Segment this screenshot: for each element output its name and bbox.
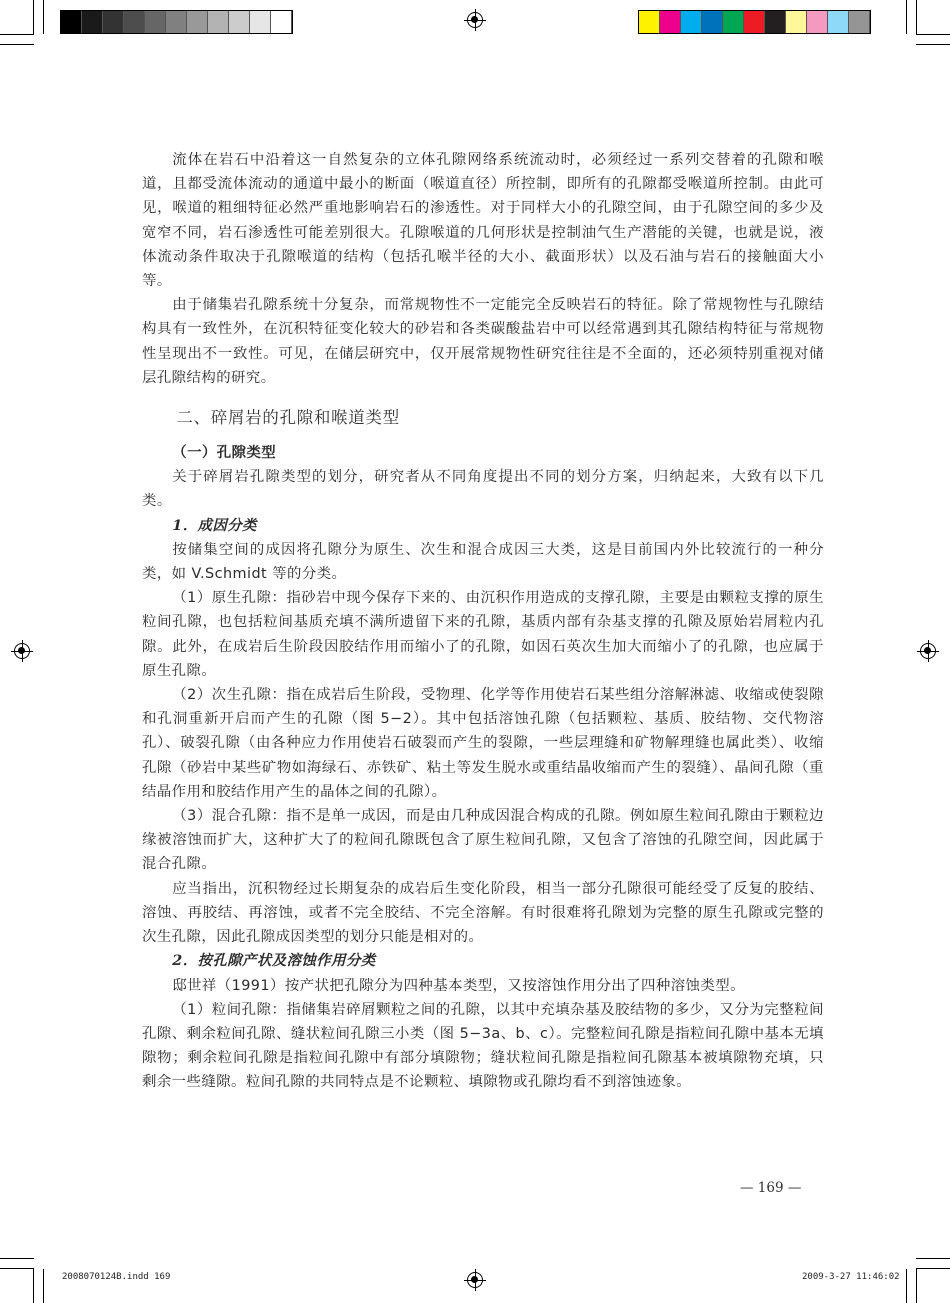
color-swatch (660, 11, 681, 33)
crop-mark-bottom-left-v (33, 1269, 34, 1303)
color-swatch (828, 11, 849, 33)
paragraph: （1）原生孔隙：指砂岩中现今保存下来的、由沉积作用造成的支撑孔隙，主要是由颗粒支撑的原生粒间孔隙，也包括粒间基质充填不满所遗留下来的孔隙，基质内部有杂基支撑的孔隙及原始岩屑粒内孔隙。此外，在成岩后生阶段因胶结作用而缩小了的孔隙，如因石英次生加大而缩小了的孔隙，也应属于原生孔隙。 (142, 590, 824, 679)
color-swatch (271, 11, 292, 33)
crop-mark-top-left-v (33, 0, 34, 34)
color-swatch (681, 11, 702, 33)
paragraph: 按储集空间的成因将孔隙分为原生、次生和混合成因三大类，这是目前国内外比较流行的一种分类，如 V.Schmidt 等的分类。 (142, 541, 824, 583)
crop-mark-top-right-v (906, 0, 907, 34)
registration-mark-left-icon (14, 643, 30, 659)
paragraph: （2）次生孔隙：指在成岩后生阶段，受物理、化学等作用使岩石某些组分溶解淋滤、收缩或使裂隙和孔洞重新开启而产生的孔隙（图 5−2）。其中包括溶蚀孔隙（包括颗粒、基质、胶结物、交代物溶孔）、破裂孔隙（由各种应力作用使岩石破裂而产生的裂隙，一些层理缝和矿物解理缝也属此类）、收缩孔隙（砂岩中某些矿物如海绿石、赤铁矿、粘土等发生脱水或重结晶收缩而产生的裂缝）、晶间孔隙（重结晶作用和胶结作用产生的晶体之间的孔隙）。 (142, 687, 824, 800)
color-swatch (145, 11, 166, 33)
color-swatch (208, 11, 229, 33)
color-swatch (807, 11, 828, 33)
paragraph: （3）混合孔隙：指不是单一成因，而是由几种成因混合构成的孔隙。例如原生粒间孔隙由于颗粒边缘被溶蚀而扩大，这种扩大了的粒间孔隙既包含了原生粒间孔隙，又包含了溶蚀的孔隙空间，因此属于混合孔隙。 (142, 808, 824, 873)
color-swatch (187, 11, 208, 33)
paragraph: 流体在岩石中沿着这一自然复杂的立体孔隙网络系统流动时，必须经过一系列交替着的孔隙和喉道，且都受流体流动的通道中最小的断面（喉道直径）所控制，即所有的孔隙都受喉道所控制。由此可见，喉道的粗细特征必然严重地影响岩石的渗透性。对于同样大小的孔隙空间，由于孔隙空间的多少及宽窄不同，岩石渗透性可能差别很大。孔隙喉道的几何形状是控制油气生产潜能的关键，也就是说，液体流动条件取决于孔隙喉道的结构（包括孔喉半径的大小、截面形状）以及石油与岩石的接触面大小等。 (142, 152, 824, 290)
crop-mark-bottom-right-h (916, 1258, 950, 1259)
crop-mark-top-left-h2 (0, 44, 34, 45)
color-swatch (744, 11, 765, 33)
registration-mark-top-icon (467, 12, 483, 28)
slug-filename: 2008070124B.indd 169 (62, 1272, 171, 1282)
crop-mark-top-right-v2 (916, 0, 917, 34)
color-swatch (82, 11, 103, 33)
subsection-heading: （一）孔隙类型 (172, 444, 277, 462)
crop-mark-bottom-left-h (0, 1258, 34, 1259)
crop-mark-top-left-v2 (43, 0, 44, 34)
paragraph: 邸世祥（1991）按产状把孔隙分为四种基本类型，又按溶蚀作用分出了四种溶蚀类型。 (172, 977, 745, 994)
grayscale-bar (60, 10, 293, 34)
crop-mark-top-right-h2 (916, 44, 950, 45)
color-swatch (103, 11, 124, 33)
color-swatch (124, 11, 145, 33)
paragraph: 关于碎屑岩孔隙类型的划分，研究者从不同角度提出不同的划分方案，归纳起来，大致有以下几类。 (142, 469, 824, 510)
crop-mark-bottom-left-h2 (0, 1268, 34, 1269)
color-bar (638, 10, 871, 34)
crop-mark-top-right-h (916, 34, 950, 35)
color-swatch (250, 11, 271, 33)
body-text (142, 148, 824, 1095)
paragraph: 应当指出，沉积物经过长期复杂的成岩后生变化阶段，相当一部分孔隙很可能经受了反复的胶结、溶蚀、再胶结、再溶蚀，或者不完全胶结、不完全溶解。有时很难将孔隙划为完整的原生孔隙或完整的次生孔隙，因此孔隙成因类型的划分只能是相对的。 (142, 880, 824, 946)
color-swatch (849, 11, 870, 33)
slug-timestamp: 2009-3-27 11:46:02 (802, 1272, 900, 1282)
crop-mark-bottom-right-v (906, 1269, 907, 1303)
color-swatch (765, 11, 786, 33)
color-swatch (61, 11, 82, 33)
registration-mark-bottom-icon (467, 1272, 483, 1288)
registration-mark-right-icon (920, 643, 936, 659)
color-swatch (166, 11, 187, 33)
crop-mark-top-left-h (0, 34, 34, 35)
color-swatch (229, 11, 250, 33)
color-swatch (786, 11, 807, 33)
color-swatch (702, 11, 723, 33)
sub-subsection-heading: 1．成因分类 (172, 516, 257, 534)
section-heading: 二、碎屑岩的孔隙和喉道类型 (176, 408, 400, 428)
crop-mark-bottom-left-v2 (43, 1269, 44, 1303)
paragraph: （1）粒间孔隙：指储集岩碎屑颗粒之间的孔隙，以其中充填杂基及胶结物的多少，又分为完整粒间孔隙、剩余粒间孔隙、缝状粒间孔隙三小类（图 5−3a、b、c）。完整粒间孔隙是指粒间孔隙中基本无填隙物；剩余粒间孔隙是指粒间孔隙中有部分填隙物；缝状粒间孔隙是指粒间孔隙基本被填隙物充填，只剩余一些缝隙。粒间孔隙的共同特点是不论颗粒、填隙物或孔隙均看不到溶蚀迹象。 (142, 1001, 824, 1091)
page-number: — 169 — (740, 1180, 802, 1196)
crop-mark-bottom-right-v2 (916, 1269, 917, 1303)
color-swatch (723, 11, 744, 33)
paragraph: 由于储集岩孔隙系统十分复杂，而常规物性不一定能完全反映岩石的特征。除了常规物性与孔隙结构具有一致性外，在沉积特征变化较大的砂岩和各类碳酸盐岩中可以经常遇到其孔隙结构特征与常规物性呈现出不一致性。可见，在储层研究中，仅开展常规物性研究往往是不全面的，还必须特别重视对储层孔隙结构的研究。 (142, 297, 824, 386)
color-swatch (639, 11, 660, 33)
sub-subsection-heading: 2．按孔隙产状及溶蚀作用分类 (172, 952, 376, 970)
crop-mark-bottom-right-h2 (916, 1268, 950, 1269)
